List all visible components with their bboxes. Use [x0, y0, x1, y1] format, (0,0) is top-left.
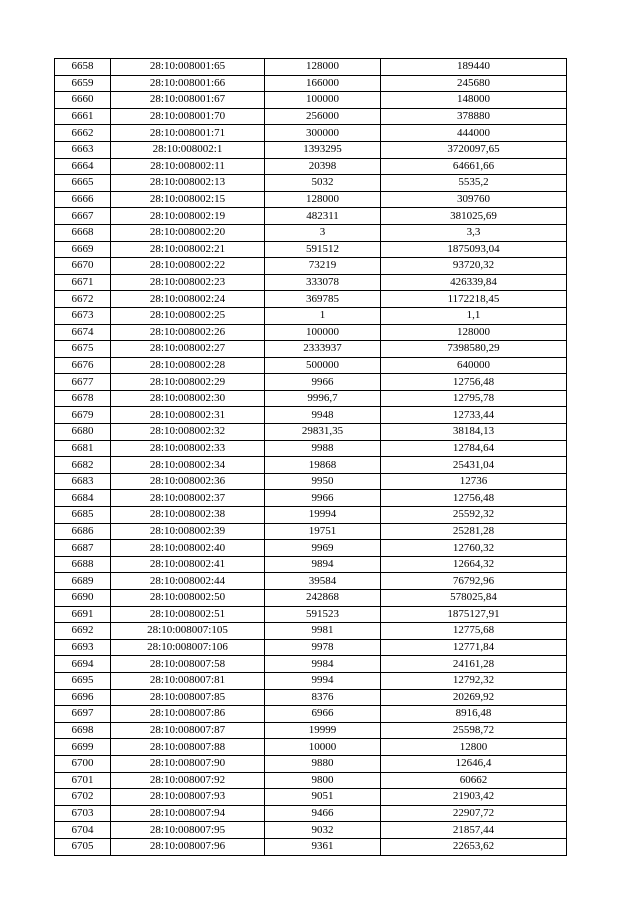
value-cell: 128000: [265, 191, 381, 208]
value-cell: 9981: [265, 623, 381, 640]
amount-cell: 38184,13: [381, 424, 567, 441]
amount-cell: 378880: [381, 108, 567, 125]
table-row: [55, 357, 567, 374]
table-row: [55, 590, 567, 607]
table-row: [55, 739, 567, 756]
cadastral-number-cell: 28:10:008001:70: [111, 108, 265, 125]
table-row: [55, 258, 567, 275]
row-number-cell: 6691: [55, 606, 111, 623]
row-number-cell: 6700: [55, 755, 111, 772]
amount-cell: 22653,62: [381, 838, 567, 855]
row-number-cell: 6662: [55, 125, 111, 142]
value-cell: 2333937: [265, 341, 381, 358]
value-cell: 482311: [265, 208, 381, 225]
cadastral-number-cell: 28:10:008007:93: [111, 789, 265, 806]
amount-cell: 25598,72: [381, 722, 567, 739]
row-number-cell: 6699: [55, 739, 111, 756]
table-row: [55, 805, 567, 822]
table-row: [55, 507, 567, 524]
amount-cell: 1875093,04: [381, 241, 567, 258]
cadastral-number-cell: 28:10:008002:31: [111, 407, 265, 424]
table-row: [55, 208, 567, 225]
row-number-cell: 6705: [55, 838, 111, 855]
cadastral-number-cell: 28:10:008002:24: [111, 291, 265, 308]
cadastral-number-cell: 28:10:008002:15: [111, 191, 265, 208]
table-row: [55, 473, 567, 490]
table-row: [55, 175, 567, 192]
amount-cell: 12733,44: [381, 407, 567, 424]
cadastral-number-cell: 28:10:008002:20: [111, 224, 265, 241]
row-number-cell: 6692: [55, 623, 111, 640]
table-row: [55, 772, 567, 789]
value-cell: 19868: [265, 457, 381, 474]
row-number-cell: 6682: [55, 457, 111, 474]
amount-cell: 76792,96: [381, 573, 567, 590]
value-cell: 9894: [265, 556, 381, 573]
cadastral-number-cell: 28:10:008001:65: [111, 59, 265, 76]
value-cell: 1393295: [265, 141, 381, 158]
amount-cell: 5535,2: [381, 175, 567, 192]
cadastral-number-cell: 28:10:008002:25: [111, 307, 265, 324]
row-number-cell: 6672: [55, 291, 111, 308]
table-row: [55, 291, 567, 308]
cadastral-number-cell: 28:10:008007:92: [111, 772, 265, 789]
amount-cell: 12792,32: [381, 672, 567, 689]
cadastral-number-cell: 28:10:008002:21: [111, 241, 265, 258]
table-row: [55, 407, 567, 424]
value-cell: 9466: [265, 805, 381, 822]
cadastral-number-cell: 28:10:008007:87: [111, 722, 265, 739]
table-row: [55, 523, 567, 540]
cadastral-number-cell: 28:10:008002:19: [111, 208, 265, 225]
value-cell: 9948: [265, 407, 381, 424]
row-number-cell: 6690: [55, 590, 111, 607]
table-row: [55, 838, 567, 855]
value-cell: 242868: [265, 590, 381, 607]
value-cell: 9950: [265, 473, 381, 490]
table-row: [55, 722, 567, 739]
table-row: [55, 224, 567, 241]
table-row: [55, 623, 567, 640]
row-number-cell: 6678: [55, 390, 111, 407]
amount-cell: 1172218,45: [381, 291, 567, 308]
table-row: [55, 341, 567, 358]
value-cell: 5032: [265, 175, 381, 192]
cadastral-number-cell: 28:10:008002:37: [111, 490, 265, 507]
row-number-cell: 6675: [55, 341, 111, 358]
row-number-cell: 6687: [55, 540, 111, 557]
row-number-cell: 6659: [55, 75, 111, 92]
value-cell: 9966: [265, 374, 381, 391]
value-cell: 9880: [265, 755, 381, 772]
value-cell: 591512: [265, 241, 381, 258]
value-cell: 9800: [265, 772, 381, 789]
row-number-cell: 6684: [55, 490, 111, 507]
table-row: [55, 573, 567, 590]
row-number-cell: 6660: [55, 92, 111, 109]
value-cell: 256000: [265, 108, 381, 125]
amount-cell: 12664,32: [381, 556, 567, 573]
cadastral-number-cell: 28:10:008002:27: [111, 341, 265, 358]
value-cell: 19999: [265, 722, 381, 739]
row-number-cell: 6702: [55, 789, 111, 806]
value-cell: 300000: [265, 125, 381, 142]
amount-cell: 12756,48: [381, 374, 567, 391]
cadastral-number-cell: 28:10:008001:66: [111, 75, 265, 92]
cadastral-number-cell: 28:10:008002:23: [111, 274, 265, 291]
amount-cell: 21857,44: [381, 822, 567, 839]
amount-cell: 20269,92: [381, 689, 567, 706]
row-number-cell: 6666: [55, 191, 111, 208]
amount-cell: 12775,68: [381, 623, 567, 640]
amount-cell: 189440: [381, 59, 567, 76]
amount-cell: 25431,04: [381, 457, 567, 474]
table-row: [55, 639, 567, 656]
cadastral-number-cell: 28:10:008007:96: [111, 838, 265, 855]
amount-cell: 8916,48: [381, 706, 567, 723]
amount-cell: 1875127,91: [381, 606, 567, 623]
cadastral-number-cell: 28:10:008002:29: [111, 374, 265, 391]
value-cell: 10000: [265, 739, 381, 756]
value-cell: 29831,35: [265, 424, 381, 441]
table-row: [55, 706, 567, 723]
row-number-cell: 6669: [55, 241, 111, 258]
amount-cell: 12795,78: [381, 390, 567, 407]
table-row: [55, 672, 567, 689]
cadastral-number-cell: 28:10:008002:26: [111, 324, 265, 341]
table-row: [55, 556, 567, 573]
row-number-cell: 6689: [55, 573, 111, 590]
row-number-cell: 6673: [55, 307, 111, 324]
table-row: [55, 141, 567, 158]
amount-cell: 128000: [381, 324, 567, 341]
value-cell: 100000: [265, 92, 381, 109]
amount-cell: 444000: [381, 125, 567, 142]
value-cell: 9051: [265, 789, 381, 806]
amount-cell: 60662: [381, 772, 567, 789]
cadastral-number-cell: 28:10:008002:51: [111, 606, 265, 623]
table-row: [55, 440, 567, 457]
row-number-cell: 6698: [55, 722, 111, 739]
table-row: [55, 324, 567, 341]
table-row: [55, 191, 567, 208]
table-row: [55, 374, 567, 391]
cadastral-number-cell: 28:10:008007:81: [111, 672, 265, 689]
amount-cell: 25592,32: [381, 507, 567, 524]
table-row: [55, 92, 567, 109]
row-number-cell: 6670: [55, 258, 111, 275]
cadastral-number-cell: 28:10:008002:34: [111, 457, 265, 474]
table-row: [55, 274, 567, 291]
cadastral-number-cell: 28:10:008001:71: [111, 125, 265, 142]
table-row: [55, 490, 567, 507]
cadastral-number-cell: 28:10:008007:94: [111, 805, 265, 822]
table-row: [55, 457, 567, 474]
value-cell: 166000: [265, 75, 381, 92]
cadastral-number-cell: 28:10:008002:32: [111, 424, 265, 441]
value-cell: 333078: [265, 274, 381, 291]
row-number-cell: 6695: [55, 672, 111, 689]
amount-cell: 245680: [381, 75, 567, 92]
amount-cell: 24161,28: [381, 656, 567, 673]
value-cell: 9988: [265, 440, 381, 457]
table-row: [55, 789, 567, 806]
cadastral-number-cell: 28:10:008007:105: [111, 623, 265, 640]
table-row: [55, 822, 567, 839]
cadastral-number-cell: 28:10:008002:41: [111, 556, 265, 573]
row-number-cell: 6677: [55, 374, 111, 391]
amount-cell: 7398580,29: [381, 341, 567, 358]
amount-cell: 381025,69: [381, 208, 567, 225]
row-number-cell: 6701: [55, 772, 111, 789]
row-number-cell: 6668: [55, 224, 111, 241]
row-number-cell: 6667: [55, 208, 111, 225]
amount-cell: 12800: [381, 739, 567, 756]
cadastral-number-cell: 28:10:008002:11: [111, 158, 265, 175]
value-cell: 9361: [265, 838, 381, 855]
amount-cell: 12756,48: [381, 490, 567, 507]
amount-cell: 426339,84: [381, 274, 567, 291]
cadastral-number-cell: 28:10:008002:28: [111, 357, 265, 374]
value-cell: 19994: [265, 507, 381, 524]
row-number-cell: 6674: [55, 324, 111, 341]
row-number-cell: 6697: [55, 706, 111, 723]
row-number-cell: 6694: [55, 656, 111, 673]
row-number-cell: 6679: [55, 407, 111, 424]
value-cell: 1: [265, 307, 381, 324]
cadastral-number-cell: 28:10:008002:38: [111, 507, 265, 524]
value-cell: 20398: [265, 158, 381, 175]
amount-cell: 21903,42: [381, 789, 567, 806]
table-row: [55, 307, 567, 324]
cadastral-number-cell: 28:10:008007:88: [111, 739, 265, 756]
row-number-cell: 6676: [55, 357, 111, 374]
row-number-cell: 6703: [55, 805, 111, 822]
cadastral-number-cell: 28:10:008002:13: [111, 175, 265, 192]
value-cell: 73219: [265, 258, 381, 275]
amount-cell: 3,3: [381, 224, 567, 241]
table-row: [55, 540, 567, 557]
table-row: [55, 108, 567, 125]
row-number-cell: 6671: [55, 274, 111, 291]
amount-cell: 3720097,65: [381, 141, 567, 158]
table-row: [55, 390, 567, 407]
row-number-cell: 6665: [55, 175, 111, 192]
cadastral-number-cell: 28:10:008002:36: [111, 473, 265, 490]
amount-cell: 1,1: [381, 307, 567, 324]
amount-cell: 12784,64: [381, 440, 567, 457]
value-cell: 6966: [265, 706, 381, 723]
row-number-cell: 6704: [55, 822, 111, 839]
value-cell: 369785: [265, 291, 381, 308]
table-row: [55, 424, 567, 441]
table-row: [55, 689, 567, 706]
table-row: [55, 59, 567, 76]
row-number-cell: 6663: [55, 141, 111, 158]
row-number-cell: 6658: [55, 59, 111, 76]
row-number-cell: 6693: [55, 639, 111, 656]
value-cell: 9994: [265, 672, 381, 689]
value-cell: 19751: [265, 523, 381, 540]
amount-cell: 12646,4: [381, 755, 567, 772]
cadastral-number-cell: 28:10:008002:1: [111, 141, 265, 158]
table-row: [55, 75, 567, 92]
amount-cell: 25281,28: [381, 523, 567, 540]
value-cell: 8376: [265, 689, 381, 706]
table-row: [55, 125, 567, 142]
value-cell: 3: [265, 224, 381, 241]
value-cell: 100000: [265, 324, 381, 341]
cadastral-number-cell: 28:10:008007:90: [111, 755, 265, 772]
value-cell: 128000: [265, 59, 381, 76]
cadastral-number-cell: 28:10:008002:40: [111, 540, 265, 557]
table-row: [55, 241, 567, 258]
table-row: [55, 656, 567, 673]
amount-cell: 148000: [381, 92, 567, 109]
row-number-cell: 6688: [55, 556, 111, 573]
cadastral-number-cell: 28:10:008007:58: [111, 656, 265, 673]
cadastral-number-cell: 28:10:008002:22: [111, 258, 265, 275]
cadastral-number-cell: 28:10:008007:106: [111, 639, 265, 656]
table-row: [55, 755, 567, 772]
row-number-cell: 6696: [55, 689, 111, 706]
amount-cell: 12760,32: [381, 540, 567, 557]
amount-cell: 12771,84: [381, 639, 567, 656]
cadastral-number-cell: 28:10:008007:86: [111, 706, 265, 723]
row-number-cell: 6683: [55, 473, 111, 490]
cadastral-number-cell: 28:10:008002:33: [111, 440, 265, 457]
row-number-cell: 6681: [55, 440, 111, 457]
row-number-cell: 6664: [55, 158, 111, 175]
value-cell: 9969: [265, 540, 381, 557]
amount-cell: 640000: [381, 357, 567, 374]
row-number-cell: 6661: [55, 108, 111, 125]
value-cell: 500000: [265, 357, 381, 374]
amount-cell: 12736: [381, 473, 567, 490]
value-cell: 9966: [265, 490, 381, 507]
cadastral-number-cell: 28:10:008001:67: [111, 92, 265, 109]
cadastral-number-cell: 28:10:008002:44: [111, 573, 265, 590]
table-row: [55, 158, 567, 175]
row-number-cell: 6686: [55, 523, 111, 540]
value-cell: 591523: [265, 606, 381, 623]
cadastral-number-cell: 28:10:008002:50: [111, 590, 265, 607]
cadastral-number-cell: 28:10:008007:85: [111, 689, 265, 706]
amount-cell: 22907,72: [381, 805, 567, 822]
data-table: [54, 58, 567, 856]
cadastral-number-cell: 28:10:008002:39: [111, 523, 265, 540]
cadastral-number-cell: 28:10:008002:30: [111, 390, 265, 407]
amount-cell: 64661,66: [381, 158, 567, 175]
cadastral-number-cell: 28:10:008007:95: [111, 822, 265, 839]
row-number-cell: 6685: [55, 507, 111, 524]
amount-cell: 93720,32: [381, 258, 567, 275]
amount-cell: 309760: [381, 191, 567, 208]
value-cell: 9984: [265, 656, 381, 673]
table-row: [55, 606, 567, 623]
value-cell: 9978: [265, 639, 381, 656]
value-cell: 9032: [265, 822, 381, 839]
value-cell: 9996,7: [265, 390, 381, 407]
table-body: [55, 59, 567, 856]
value-cell: 39584: [265, 573, 381, 590]
amount-cell: 578025,84: [381, 590, 567, 607]
row-number-cell: 6680: [55, 424, 111, 441]
